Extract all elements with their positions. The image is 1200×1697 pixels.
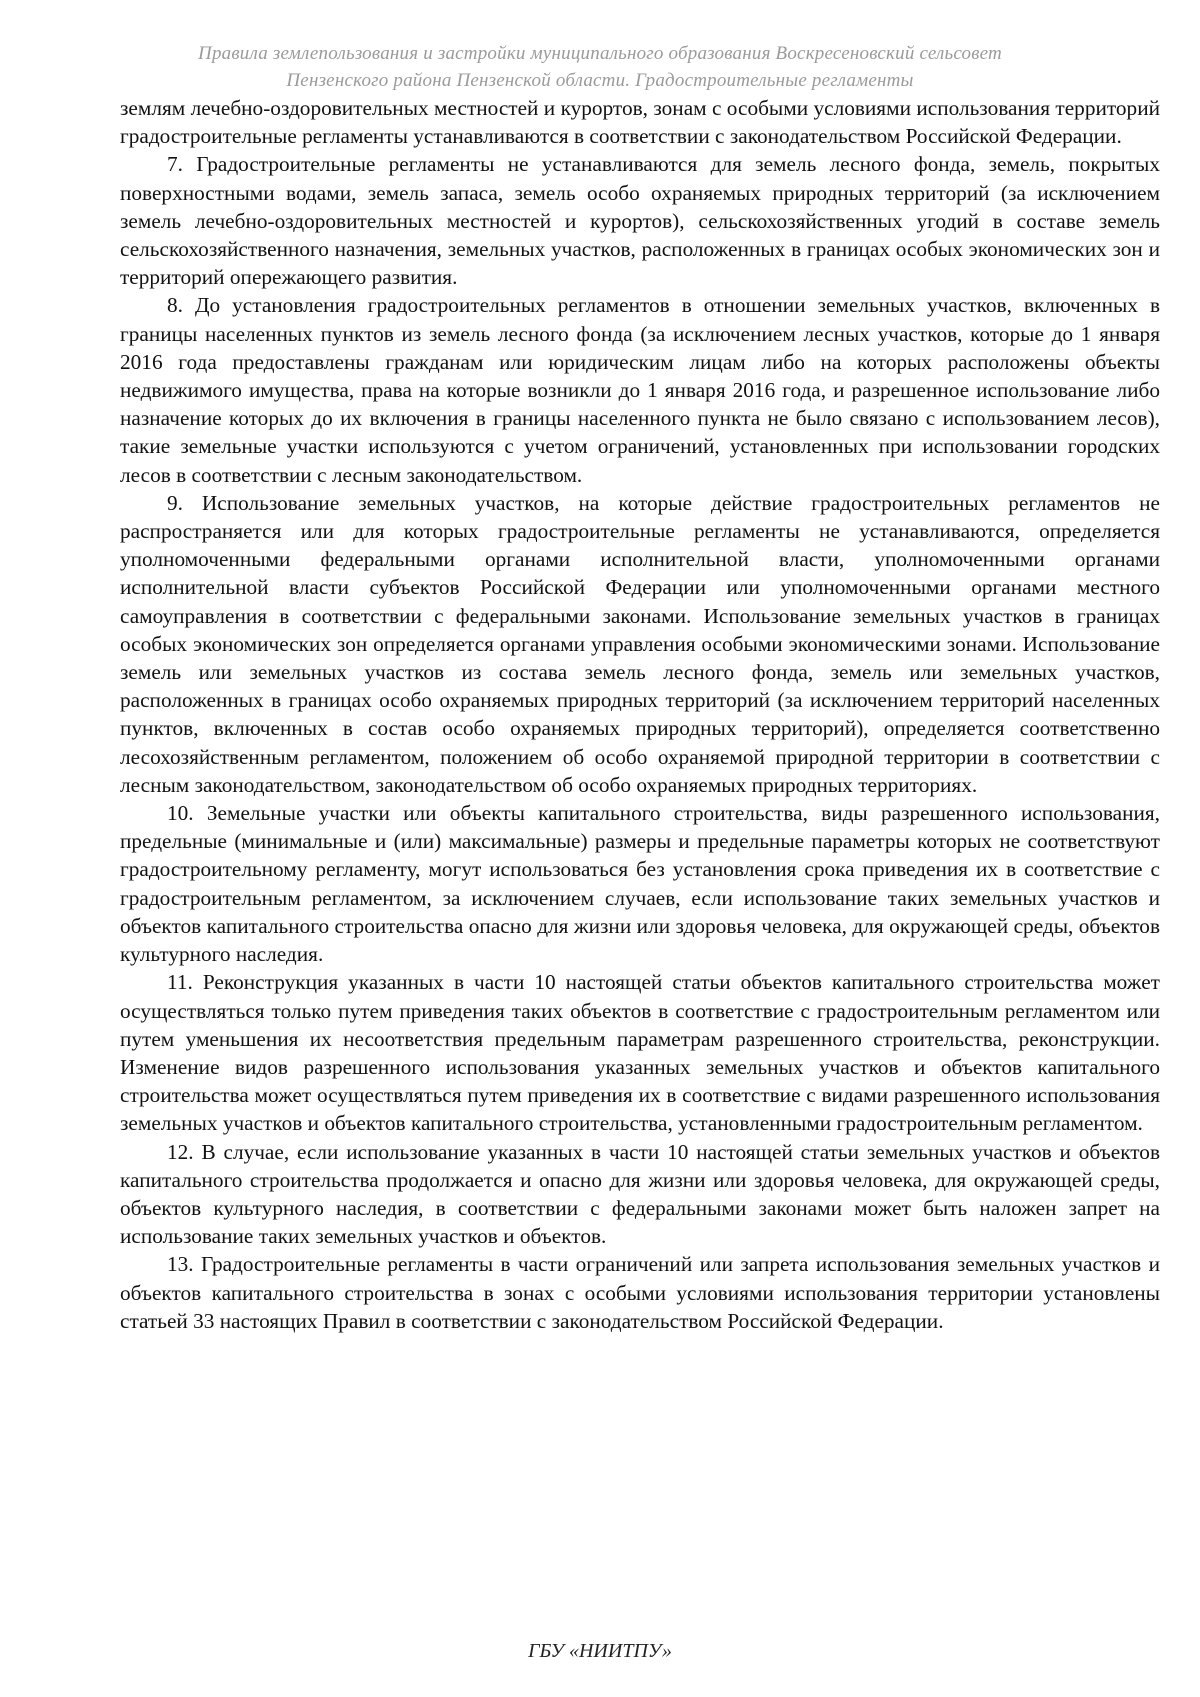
paragraph-continuation: землям лечебно-оздоровительных местностей и курортов, зонам с особыми условиями использования территорий градостроительные регламенты устанавливаются в соответствии с законодательством Российской Федерации. [120, 96, 1160, 149]
paragraph-item-8: 8. До установления градостроительных регламентов в отношении земельных участков, включенных в границы населенных пунктов из земель лесного фонда (за исключением лесных участков, которые до 1 января 2016 года предоставлены гражданам или юридическим лицам либо на которых расположены объекты недвижимого имущества, права на которые возникли до 1 января 2016 года, и разрешенное использование либо назначение которых до их включения в границы населенного пункта не было связано с использованием лесов), такие земельные участки используются с учетом ограничений, установленных при использовании городских лесов в соответствии с лесным законодательством. [120, 293, 1160, 487]
running-header [0, 40, 1200, 94]
paragraph-item-9: 9. Использование земельных участков, на которые действие градостроительных регламентов не распространяется или для которых градостроительные регламенты не устанавливаются, определяется уполномоченными федеральными органами исполнительной власти, уполномоченными органами исполнительной власти субъектов Российской Федерации или уполномоченными органами местного самоуправления в соответствии с федеральными законами. Использование земельных участков в границах особых экономических зон определяется органами управления особыми экономическими зонами. Использование земель или земельных участков из состава земель лесного фонда, земель или земельных участков, расположенных в границах особо охраняемых природных территорий (за исключением территорий населенных пунктов, включенных в состав особо охраняемых природных территорий), определяется соответственно лесохозяйственным регламентом, положением об особо охраняемой природной территории в соответствии с лесным законодательством, законодательством об особо охраняемых природных территориях. [120, 490, 1160, 797]
paragraph-item-7: 7. Градостроительные регламенты не устанавливаются для земель лесного фонда, земель, покрытых поверхностными водами, земель запаса, земель особо охраняемых природных территорий (за исключением земель лечебно-оздоровительных местностей и курортов), сельскохозяйственных угодий в составе земель сельскохозяйственного назначения, земельных участков, расположенных в границах особых экономических зон и территорий опережающего развития. [120, 152, 1160, 290]
paragraph-item-12: 12. В случае, если использование указанных в части 10 настоящей статьи земельных участков и объектов капитального строительства продолжается и опасно для жизни или здоровья человека, для окружающей среды, объектов культурного наследия, в соответствии с федеральными законами может быть наложен запрет на использование таких земельных участков и объектов. [120, 1139, 1160, 1249]
running-footer: ГБУ «НИИТПУ» [528, 1640, 672, 1662]
paragraph-item-11: 11. Реконструкция указанных в части 10 настоящей статьи объектов капитального строительства может осуществляться только путем приведения таких объектов в соответствие с градостроительным регламентом или путем уменьшения их несоответствия предельным параметрам разрешенного строительства, реконструкции. Изменение видов разрешенного использования указанных земельных участков и объектов капитального строительства может осуществляться путем приведения их в соответствие с видами разрешенного использования земельных участков и объектов капитального строительства, установленными градостроительным регламентом. [120, 970, 1160, 1136]
document-body [120, 94, 1160, 1335]
paragraph-item-10: 10. Земельные участки или объекты капитального строительства, виды разрешенного использования, предельные (минимальные и (или) максимальные) размеры и предельные параметры которых не соответствуют градостроительному регламенту, могут использоваться без установления срока приведения их в соответствие с градостроительным регламентом, за исключением случаев, если использование таких земельных участков и объектов капитального строительства опасно для жизни или здоровья человека, для окружающей среды, объектов культурного наследия. [120, 801, 1160, 967]
header-line-1: Правила землепользования и застройки муниципального образования Воскресеновский сельсовет [198, 43, 1002, 64]
header-line-2: Пензенского района Пензенской области. Градостроительные регламенты [286, 70, 914, 91]
paragraph-item-13: 13. Градостроительные регламенты в части ограничений или запрета использования земельных участков и объектов капитального строительства в зонах с особыми условиями использования территории установлены статьей 33 настоящих Правил в соответствии с законодательством Российской Федерации. [120, 1252, 1160, 1333]
